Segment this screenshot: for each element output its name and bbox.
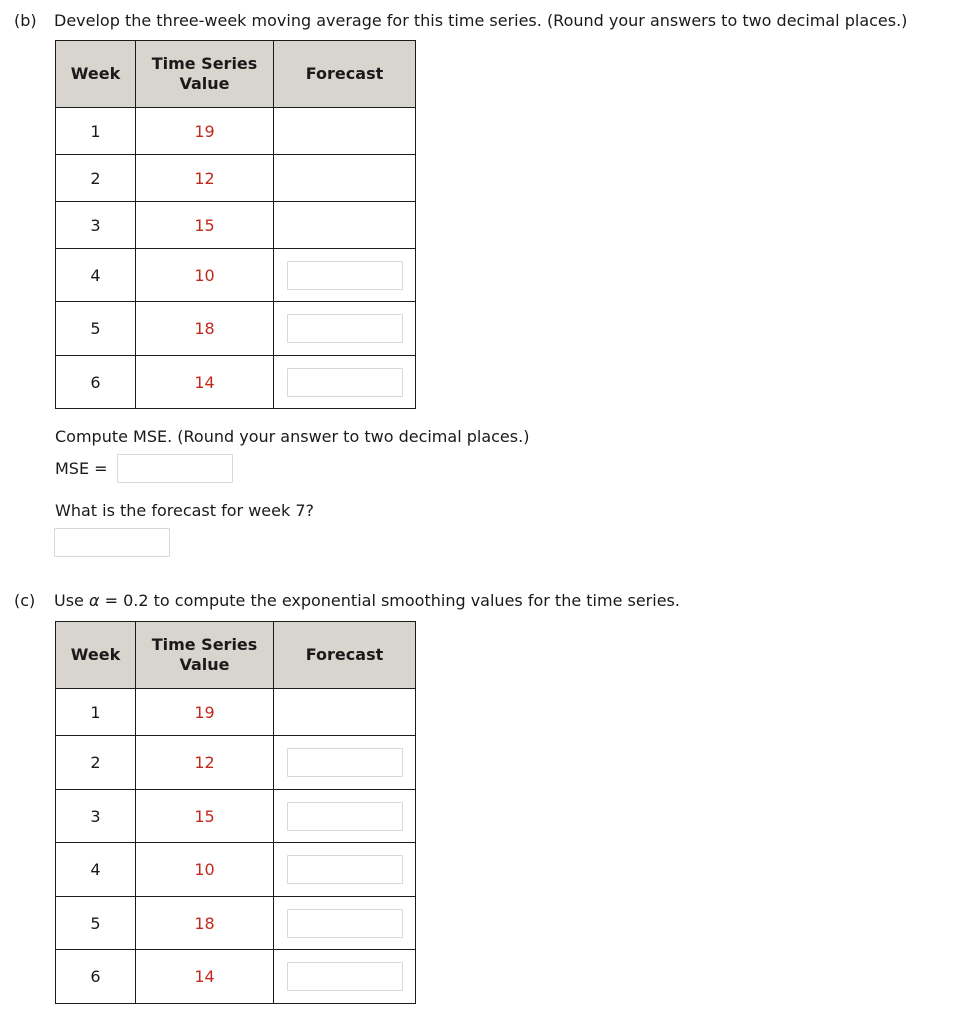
value-cell: 10	[136, 843, 274, 897]
header-value-line1: Time Series	[151, 54, 258, 73]
table-row	[56, 356, 416, 409]
forecast-cell	[274, 897, 416, 950]
part-c-label: (c)	[14, 591, 36, 610]
table-row	[56, 302, 416, 356]
week-cell: 6	[56, 950, 136, 1004]
mse-prompt: Compute MSE. (Round your answer to two decimal places.)	[55, 427, 530, 446]
mse-input[interactable]	[117, 454, 233, 483]
part-c-instruction-suffix: = 0.2 to compute the exponential smoothing values for the time series.	[104, 591, 680, 610]
table-row	[56, 689, 416, 736]
forecast-input-week-6[interactable]	[287, 368, 403, 397]
smoothing-input-week-4[interactable]	[287, 855, 403, 884]
value-cell: 19	[136, 689, 274, 736]
table-row	[56, 843, 416, 897]
table-header-row	[56, 41, 416, 108]
value-cell: 18	[136, 897, 274, 950]
header-week: Week	[56, 41, 136, 108]
exponential-smoothing-table	[55, 621, 416, 1004]
smoothing-input-week-5[interactable]	[287, 909, 403, 938]
header-time-series-value	[136, 41, 274, 108]
header-value-line1: Time Series	[151, 635, 258, 654]
forecast-input-week-5[interactable]	[287, 314, 403, 343]
table-row	[56, 790, 416, 843]
value-cell: 18	[136, 302, 274, 356]
week-cell: 5	[56, 302, 136, 356]
value-cell: 14	[136, 356, 274, 409]
week7-forecast-input[interactable]	[54, 528, 170, 557]
forecast-cell	[274, 249, 416, 302]
moving-average-table	[55, 40, 416, 409]
table-row	[56, 108, 416, 155]
part-c-instruction	[54, 591, 680, 611]
forecast-cell	[274, 302, 416, 356]
forecast-cell-empty	[274, 108, 416, 155]
forecast-cell	[274, 843, 416, 897]
value-cell: 15	[136, 790, 274, 843]
table-row	[56, 950, 416, 1004]
header-week: Week	[56, 622, 136, 689]
week-cell: 1	[56, 689, 136, 736]
header-value-line2: Value	[179, 655, 230, 674]
week-cell: 6	[56, 356, 136, 409]
week-cell: 2	[56, 155, 136, 202]
value-cell: 10	[136, 249, 274, 302]
smoothing-input-week-6[interactable]	[287, 962, 403, 991]
table-header-row	[56, 622, 416, 689]
part-b-label: (b)	[14, 11, 37, 30]
header-forecast: Forecast	[274, 622, 416, 689]
table-row	[56, 736, 416, 790]
mse-label: MSE =	[55, 459, 108, 478]
smoothing-input-week-2[interactable]	[287, 748, 403, 777]
header-forecast: Forecast	[274, 41, 416, 108]
forecast-cell	[274, 790, 416, 843]
forecast-cell-empty	[274, 689, 416, 736]
forecast-cell	[274, 950, 416, 1004]
week-cell: 2	[56, 736, 136, 790]
value-cell: 12	[136, 736, 274, 790]
part-c-instruction-prefix: Use	[54, 591, 84, 610]
forecast-cell	[274, 736, 416, 790]
value-cell: 15	[136, 202, 274, 249]
week-cell: 4	[56, 843, 136, 897]
value-cell: 12	[136, 155, 274, 202]
week-cell: 5	[56, 897, 136, 950]
table-row	[56, 249, 416, 302]
week7-prompt: What is the forecast for week 7?	[55, 501, 315, 520]
table-row	[56, 155, 416, 202]
week-cell: 3	[56, 790, 136, 843]
table-row	[56, 202, 416, 249]
forecast-input-week-4[interactable]	[287, 261, 403, 290]
smoothing-input-week-3[interactable]	[287, 802, 403, 831]
value-cell: 19	[136, 108, 274, 155]
week-cell: 1	[56, 108, 136, 155]
value-cell: 14	[136, 950, 274, 1004]
header-value-line2: Value	[179, 74, 230, 93]
alpha-symbol: α	[88, 591, 100, 610]
week-cell: 4	[56, 249, 136, 302]
table-row	[56, 897, 416, 950]
part-b-instruction: Develop the three-week moving average for this time series. (Round your answers to two decimal places.)	[54, 11, 908, 30]
week-cell: 3	[56, 202, 136, 249]
forecast-cell	[274, 356, 416, 409]
header-time-series-value	[136, 622, 274, 689]
forecast-cell-empty	[274, 155, 416, 202]
forecast-cell-empty	[274, 202, 416, 249]
